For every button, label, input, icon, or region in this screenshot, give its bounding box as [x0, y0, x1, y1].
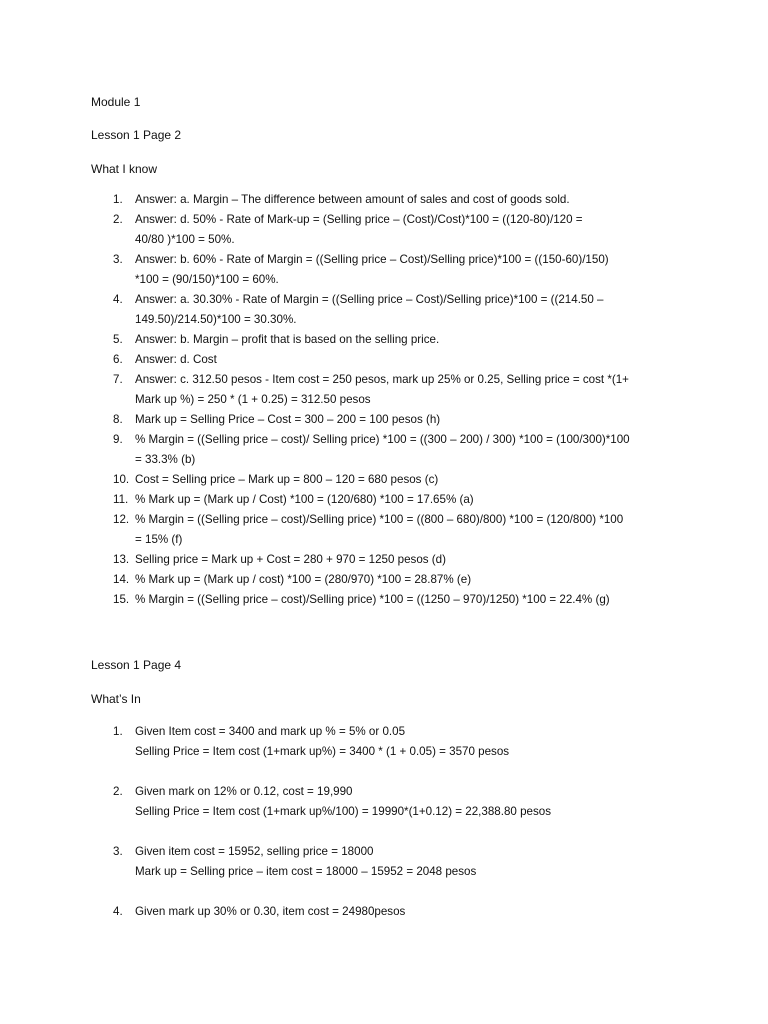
item-number: 2.	[113, 213, 123, 226]
answer-list-whats-in	[91, 722, 691, 942]
item-number: 13.	[113, 553, 130, 566]
list-item	[91, 350, 691, 370]
module-title: Module 1	[91, 95, 141, 109]
item-text-continued: 149.50)/214.50)*100 = 30.30%.	[135, 313, 297, 326]
item-text: Given mark on 12% or 0.12, cost = 19,990	[135, 785, 353, 798]
item-text: Cost = Selling price – Mark up = 800 – 120 = 680 pesos (c)	[135, 473, 439, 486]
item-number: 12.	[113, 513, 130, 526]
item-text-continued: Selling Price = Item cost (1+mark up%) = 3400 * (1 + 0.05) = 3570 pesos	[135, 745, 510, 758]
item-number: 8.	[113, 413, 123, 426]
item-text-continued: *100 = (90/150)*100 = 60%.	[135, 273, 279, 286]
list-item	[91, 510, 691, 550]
list-item	[91, 210, 691, 250]
list-item	[91, 590, 691, 610]
list-item	[91, 902, 691, 922]
list-item	[91, 722, 691, 762]
item-text-continued: Selling Price = Item cost (1+mark up%/100) = 19990*(1+0.12) = 22,388.80 pesos	[135, 805, 552, 818]
list-item	[91, 550, 691, 570]
item-text: % Mark up = (Mark up / cost) *100 = (280/970) *100 = 28.87% (e)	[135, 573, 472, 586]
list-item	[91, 290, 691, 330]
list-item	[91, 370, 691, 410]
item-number: 4.	[113, 293, 123, 306]
item-number: 7.	[113, 373, 123, 386]
item-text: Answer: a. Margin – The difference between amount of sales and cost of goods sold.	[135, 193, 570, 206]
list-item	[91, 410, 691, 430]
item-number: 5.	[113, 333, 123, 346]
lesson-title-page-4: Lesson 1 Page 4	[91, 658, 182, 672]
lesson-title-page-2: Lesson 1 Page 2	[91, 128, 182, 142]
answer-list-what-i-know	[91, 190, 691, 610]
item-number: 1.	[113, 193, 123, 206]
item-text: Selling price = Mark up + Cost = 280 + 970 = 1250 pesos (d)	[135, 553, 446, 566]
item-text: Answer: a. 30.30% - Rate of Margin = ((Selling price – Cost)/Selling price)*100 = ((214.50 –	[135, 293, 604, 306]
item-text-continued: = 15% (f)	[135, 533, 183, 546]
item-number: 9.	[113, 433, 123, 446]
item-text-continued: Mark up = Selling price – item cost = 18000 – 15952 = 2048 pesos	[135, 865, 477, 878]
item-text: % Margin = ((Selling price – cost)/Selling price) *100 = ((1250 – 970)/1250) *100 = 22.4% (g)	[135, 593, 610, 606]
item-text-continued: Mark up %) = 250 * (1 + 0.25) = 312.50 pesos	[135, 393, 371, 406]
item-number: 4.	[113, 905, 123, 918]
item-number: 1.	[113, 725, 123, 738]
item-text: % Margin = ((Selling price – cost)/Selling price) *100 = ((800 – 680)/800) *100 = (120/800) *100	[135, 513, 624, 526]
item-text: % Margin = ((Selling price – cost)/ Selling price) *100 = ((300 – 200) / 300) *100 = (100/300)*100	[135, 433, 630, 446]
item-text: Answer: b. 60% - Rate of Margin = ((Selling price – Cost)/Selling price)*100 = ((150-60)/150)	[135, 253, 609, 266]
item-text-continued: 40/80 )*100 = 50%.	[135, 233, 235, 246]
item-text: Given mark up 30% or 0.30, item cost = 24980pesos	[135, 905, 406, 918]
item-text: Mark up = Selling Price – Cost = 300 – 200 = 100 pesos (h)	[135, 413, 441, 426]
item-text: Answer: b. Margin – profit that is based on the selling price.	[135, 333, 440, 346]
list-item	[91, 250, 691, 290]
list-item	[91, 190, 691, 210]
item-text: Answer: d. 50% - Rate of Mark-up = (Selling price – (Cost)/Cost)*100 = ((120-80)/120 =	[135, 213, 583, 226]
item-number: 11.	[113, 493, 129, 506]
item-text-continued: = 33.3% (b)	[135, 453, 196, 466]
list-item	[91, 842, 691, 882]
item-text: Answer: d. Cost	[135, 353, 217, 366]
section-subtitle-whats-in: What’s In	[91, 692, 141, 706]
item-number: 2.	[113, 785, 123, 798]
list-item	[91, 330, 691, 350]
item-number: 3.	[113, 845, 123, 858]
item-text: Given Item cost = 3400 and mark up % = 5% or 0.05	[135, 725, 406, 738]
list-item	[91, 430, 691, 470]
list-item	[91, 782, 691, 822]
item-number: 14.	[113, 573, 130, 586]
list-item	[91, 490, 691, 510]
item-text: % Mark up = (Mark up / Cost) *100 = (120/680) *100 = 17.65% (a)	[135, 493, 474, 506]
item-number: 15.	[113, 593, 130, 606]
item-number: 6.	[113, 353, 123, 366]
item-number: 3.	[113, 253, 123, 266]
item-number: 10.	[113, 473, 130, 486]
section-subtitle-what-i-know: What I know	[91, 162, 158, 176]
item-text: Given item cost = 15952, selling price = 18000	[135, 845, 374, 858]
list-item	[91, 570, 691, 590]
list-item	[91, 470, 691, 490]
item-text: Answer: c. 312.50 pesos - Item cost = 250 pesos, mark up 25% or 0.25, Selling price = cost *(1+	[135, 373, 629, 386]
